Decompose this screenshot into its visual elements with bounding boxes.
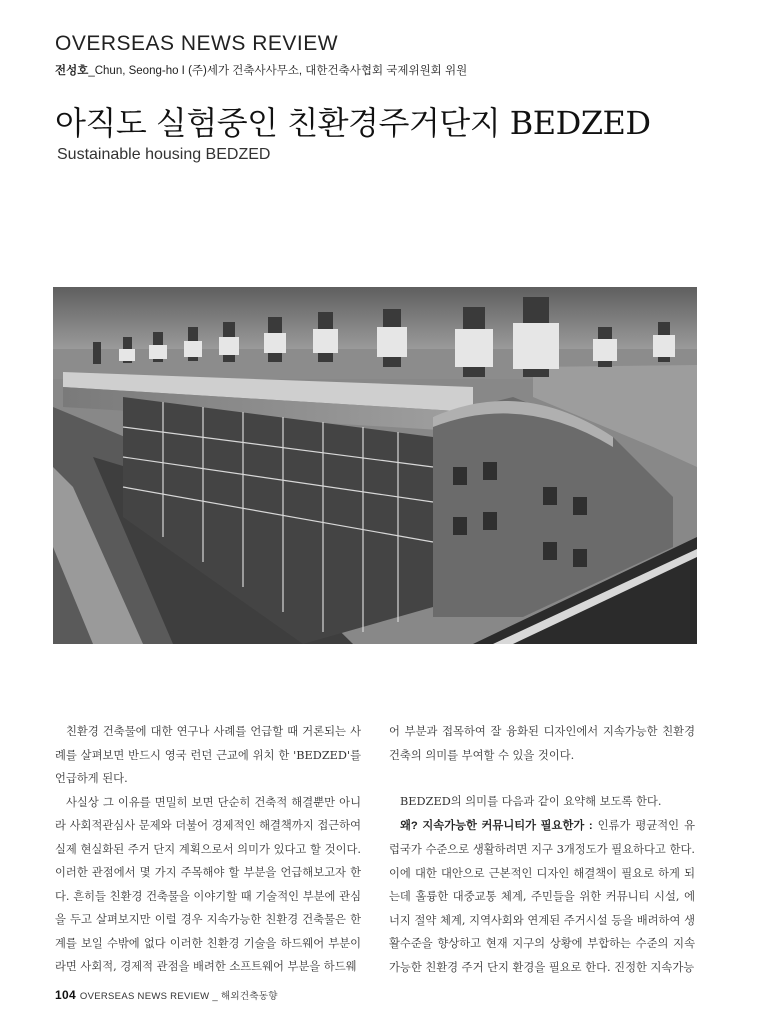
- body-paragraph: 어 부분과 접목하여 잘 융화된 디자인에서 지속가능한 친환경 건축의 의미를 부여할 수 있을 것이다.: [389, 725, 695, 762]
- body-paragraph: BEDZED의 의미를 다음과 같이 요약해 보도록 한다.: [400, 795, 662, 808]
- page-footer: [55, 988, 278, 1002]
- paragraph-gap: [389, 767, 695, 790]
- body-paragraph: 사실상 그 이유를 면밀히 보면 단순히 건축적 해결뿐만 아니라 사회적관심사 문제와 더불어 경제적인 해결책까지 접근하여 실제 현실화된 주거 단지 계획으로서 의미가 있다고 할 것이다. 이러한 관점에서 몇 가지 주목해야 할 부분을 언급해보고자 한다. 흔히들 친환경 건축물을 이야기할 때 기술적인 부분에 관심을 두고 살펴보지만 이럴 경우 지속가능한 친환경 건축물은 한계를 보일 수밖에 없다 이러한 친환경 기술을 하드웨어 부분이라면 사회적, 경제적 관점을 배려한 소프트웨어 부분을 하드웨: [55, 795, 361, 973]
- body-paragraph: 친환경 건축물에 대한 연구나 사례를 언급할 때 거론되는 사례를 살펴보면 반드시 영국 런던 근교에 위치 한 'BEDZED'를 언급하게 된다.: [55, 725, 361, 785]
- article-subtitle: Sustainable housing BEDZED: [57, 146, 271, 163]
- body-column-left: [55, 720, 361, 979]
- body-paragraph: [389, 814, 695, 980]
- question-heading: 왜? 지속가능한 커뮤니티가 필요한가 :: [400, 819, 593, 832]
- author-name: 전성호: [55, 65, 89, 77]
- bedzed-aerial-photo: [53, 287, 697, 644]
- body-column-right: [389, 720, 695, 979]
- footer-text: OVERSEAS NEWS REVIEW _ 해외건축동향: [79, 991, 278, 1002]
- author-affiliation: _Chun, Seong-ho I (주)세가 건축사사무소, 대한건축사협회 국제위원회 위원: [88, 65, 468, 77]
- section-label: OVERSEAS NEWS REVIEW: [55, 32, 339, 55]
- article-title: 아직도 실험중인 친환경주거단지 BEDZED: [55, 104, 651, 142]
- question-text: 인류가 평균적인 유럽국가 수준으로 생활하려면 지구 3개정도가 필요하다고 한다. 이에 대한 대안으로 근본적인 디자인 해결책이 필요로 하게 되는데 훌륭한 대중교통 체계, 주민들을 위한 커뮤니티 시설, 에너지 절약 체계, 지역사회와 연계된 주거시설 등을 배려하여 생활수준을 향상하고 현재 지구의 상황에 부합하는 수준의 지속가능한 친환경 주거 단지 환경을 필요로 한다. 진정한 지속가능: [389, 818, 695, 974]
- page-number: 104: [55, 988, 76, 1002]
- author-byline: [55, 62, 467, 78]
- photo-illustration: [53, 287, 697, 644]
